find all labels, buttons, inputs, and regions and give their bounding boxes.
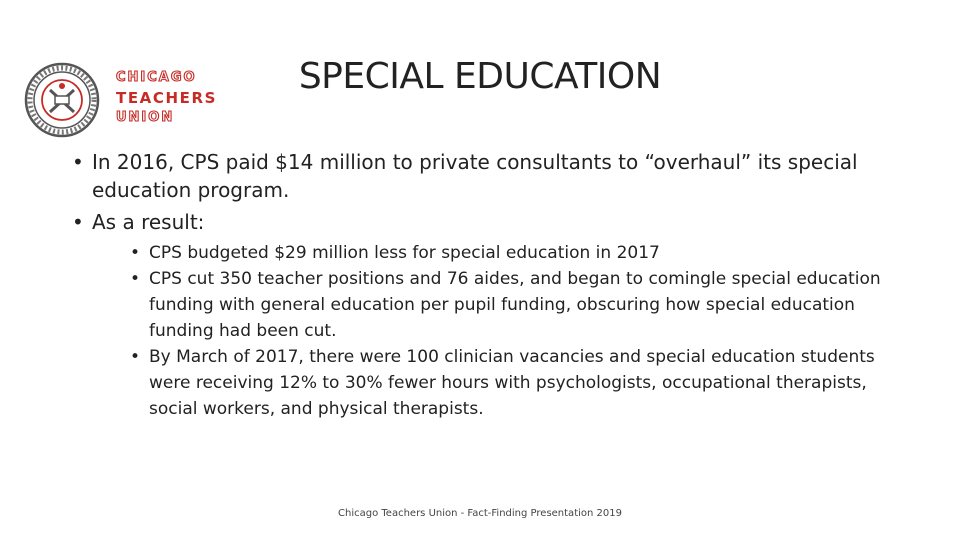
logo-line-chicago: CHICAGO bbox=[116, 70, 197, 85]
sub-bullet-list bbox=[130, 240, 895, 422]
bullet-text: In 2016, CPS paid $14 million to private consultants to “overhaul” its special education program. bbox=[92, 150, 858, 202]
sub-bullet-item: • CPS cut 350 teacher positions and 76 aides, and began to comingle special education funding with general education per pupil funding, obscuring how special education funding had been cut. bbox=[130, 266, 895, 344]
bullet-list bbox=[70, 148, 920, 422]
slide-title: SPECIAL EDUCATION bbox=[298, 56, 662, 97]
union-seal-icon bbox=[24, 62, 100, 138]
sub-bullet-item: • CPS budgeted $29 million less for special education in 2017 bbox=[130, 240, 895, 266]
logo-line-union: UNION bbox=[116, 110, 175, 125]
bullet-item bbox=[70, 148, 920, 204]
bullet-text: As a result: bbox=[92, 210, 205, 234]
logo-line-teachers: TEACHERS bbox=[116, 89, 218, 107]
slide-body bbox=[70, 148, 920, 426]
slide-footer: Chicago Teachers Union - Fact-Finding Presentation 2019 bbox=[338, 508, 622, 519]
sub-bullet-item: • By March of 2017, there were 100 clinician vacancies and special education students were receiving 12% to 30% fewer hours with psychologists, occupational therapists, social workers, and physical therapists. bbox=[130, 344, 895, 422]
union-logo bbox=[24, 62, 230, 138]
bullet-item bbox=[70, 208, 920, 422]
union-wordmark bbox=[116, 68, 217, 128]
